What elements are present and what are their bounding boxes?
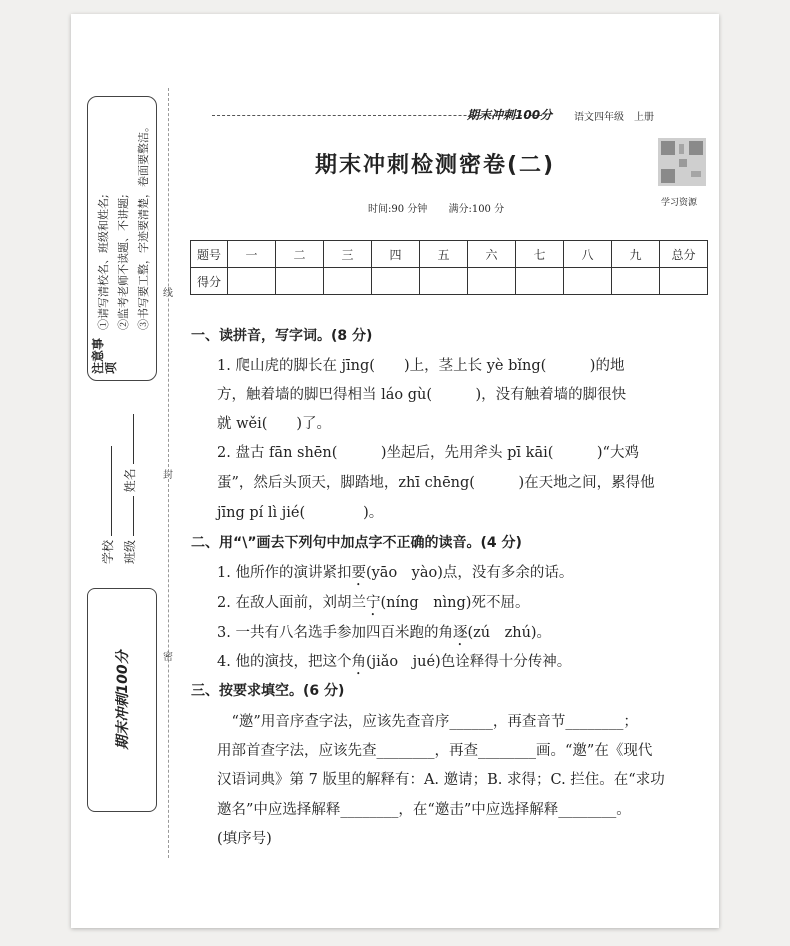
- question-line: 4. 他的演技，把这个角(jiǎo jué)色诠释得十分传神。: [217, 654, 572, 670]
- header-brand: 期末冲刺100分: [467, 108, 553, 122]
- score-table-score-row: [191, 268, 708, 295]
- table-cell: 八: [564, 241, 612, 268]
- dotted-char: 要: [351, 565, 366, 581]
- score-blank[interactable]: [468, 268, 516, 295]
- question-line: 汉语词典》第 7 版里的解释有：A. 邀请；B. 求得；C. 拦住。在“求功: [217, 772, 665, 788]
- table-cell: 三: [324, 241, 372, 268]
- school-label: 学校: [101, 539, 115, 564]
- notice-item: ②监考老师不读题、不讲题;: [117, 194, 130, 330]
- question-line: 蛋”，然后头顶天，脚踏地，zhī chēng( )在天地之间，累得他: [217, 475, 655, 491]
- name-blank[interactable]: [133, 414, 134, 464]
- side-brand-box: [87, 588, 157, 812]
- exam-paper: [71, 14, 719, 928]
- table-cell: 一: [228, 241, 276, 268]
- time-limit: 时间:90 分钟: [368, 204, 428, 215]
- question-line: 方，触着墙的脚巴得相当 láo gù( )，没有触着墙的脚很快: [217, 387, 627, 403]
- name-label: 姓名: [123, 468, 137, 493]
- question-line: (填序号): [217, 831, 272, 847]
- school-blank[interactable]: [111, 446, 112, 536]
- full-score: 满分:100 分: [448, 204, 505, 215]
- seal-char-line: 线: [163, 288, 173, 299]
- table-cell: 得分: [191, 268, 228, 295]
- qr-code-icon: [658, 138, 706, 186]
- score-blank[interactable]: [660, 268, 708, 295]
- table-cell: 四: [372, 241, 420, 268]
- score-blank[interactable]: [612, 268, 660, 295]
- question-line: 用部首查字法，应该先查________，再查________画。“邀”在《现代: [217, 743, 653, 759]
- question-line: 1. 爬山虎的脚长在 jīng( )上，茎上长 yè bǐng( )的地: [217, 358, 625, 374]
- score-table: [190, 240, 708, 295]
- class-label: 班级: [123, 539, 137, 564]
- table-cell: 五: [420, 241, 468, 268]
- seal-char-seal: 封: [163, 470, 173, 481]
- notice-list: [94, 100, 154, 330]
- question-line: “邀”用音序查字法，应该先查音序______，再查音节________；: [217, 714, 638, 730]
- seal-char-secret: 密: [163, 652, 173, 663]
- score-blank[interactable]: [420, 268, 468, 295]
- score-table-header-row: [191, 241, 708, 268]
- section-1-title: 一、读拼音，写字词。(8 分): [191, 328, 373, 344]
- table-cell: 题号: [191, 241, 228, 268]
- notice-heading: 注意事项: [91, 337, 118, 374]
- exam-meta: [368, 200, 522, 215]
- notice-item: ①请写清校名、班级和姓名;: [97, 194, 110, 330]
- page-title: 期末冲刺检测密卷(二): [315, 153, 556, 178]
- score-blank[interactable]: [372, 268, 420, 295]
- question-line: 3. 一共有八名选手参加四百米跑的角逐(zú zhú)。: [217, 625, 552, 641]
- class-blank[interactable]: [133, 496, 134, 536]
- question-line: 2. 在敌人面前，刘胡兰宁(níng nìng)死不屈。: [217, 595, 530, 611]
- dotted-char: 角: [351, 654, 366, 670]
- header-subject: 语文四年级 上册: [574, 112, 654, 123]
- table-cell: 九: [612, 241, 660, 268]
- side-brand: 期末冲刺100分: [115, 650, 131, 750]
- dotted-char: 宁: [365, 595, 381, 611]
- notice-item: ③书写要工整，字迹要清楚，卷面要整洁。: [137, 121, 150, 330]
- table-cell: 总分: [660, 241, 708, 268]
- table-cell: 七: [516, 241, 564, 268]
- section-3-title: 三、按要求填空。(6 分): [191, 683, 345, 699]
- question-line: 2. 盘古 fān shēn( )坐起后，先用斧头 pī kāi( )“大鸡: [217, 445, 639, 461]
- score-blank[interactable]: [564, 268, 612, 295]
- score-blank[interactable]: [324, 268, 372, 295]
- student-info: [97, 394, 153, 564]
- section-2-title: 二、用“\”画去下列句中加点字不正确的读音。(4 分): [191, 535, 522, 551]
- question-line: 1. 他所作的演讲紧扣要(yāo yào)点，没有多余的话。: [217, 565, 574, 581]
- question-line: 邀名”中应选择解释________，在“邀击”中应选择解释________。: [217, 802, 631, 818]
- table-cell: 六: [468, 241, 516, 268]
- qr-caption: 学习资源: [661, 198, 698, 208]
- score-blank[interactable]: [516, 268, 564, 295]
- question-line: jīng pí lì jié( )。: [217, 505, 384, 521]
- score-blank[interactable]: [276, 268, 324, 295]
- table-cell: 二: [276, 241, 324, 268]
- notice-box: [87, 96, 157, 381]
- question-line: 就 wěi( )了。: [217, 416, 332, 432]
- dotted-char: 逐: [452, 625, 468, 641]
- score-blank[interactable]: [228, 268, 276, 295]
